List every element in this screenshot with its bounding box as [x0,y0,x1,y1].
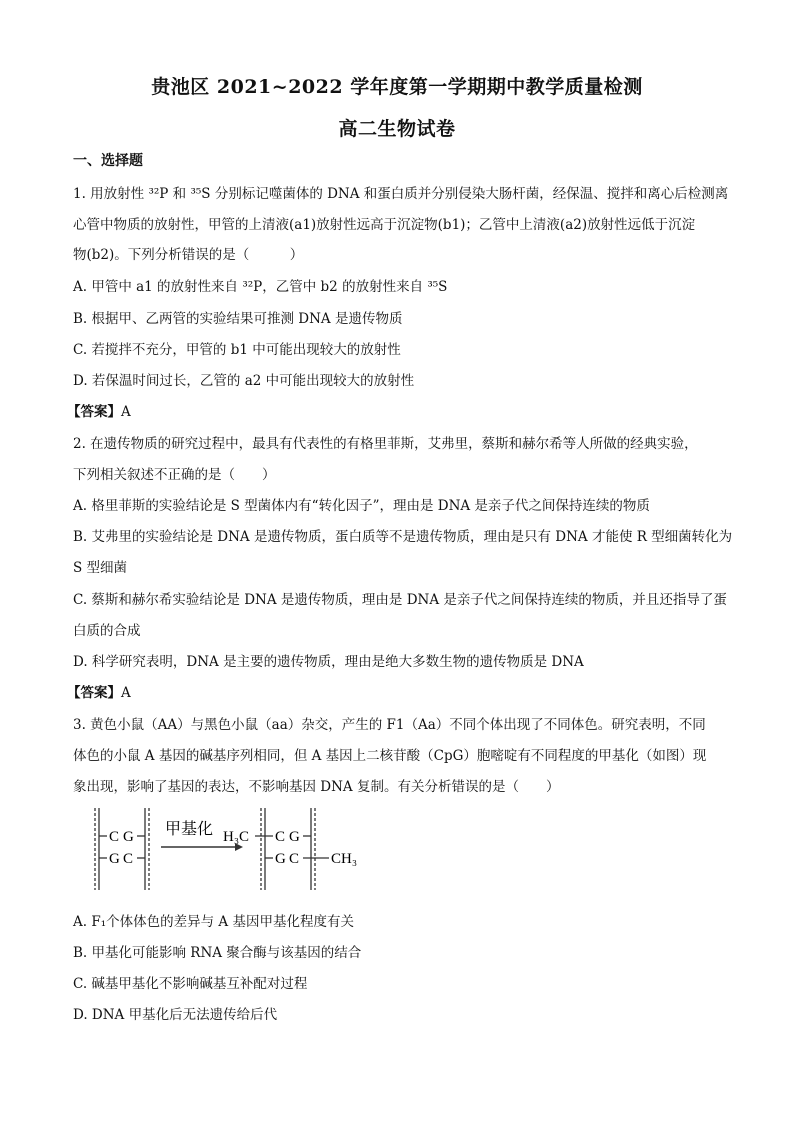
q1-stem-line3: 物(b2)。下列分析错误的是（ ） [73,247,304,263]
q1-option-a: A. 甲管中 a1 的放射性来自 ³²P，乙管中 b2 的放射性来自 ³⁵S [73,279,448,295]
base-g-right-bottom: G [275,851,286,867]
answer-value: A [121,685,131,701]
base-c-right-top: C [275,829,286,845]
q1-stem-line2: 心管中物质的放射性，甲管的上清液(a1)放射性远高于沉淀物(b1)；乙管中上清液(a2)放射性远低于沉淀 [73,217,696,233]
q3-option-b: B. 甲基化可能影响 RNA 聚合酶与该基因的结合 [73,945,362,961]
q1-answer [67,400,131,420]
exam-title: 贵池区 2021~2022 学年度第一学期期中教学质量检测 [151,76,643,98]
answer-label: 【答案】 [67,404,121,420]
methyl-ch3: CH₃ [331,851,358,867]
q2-answer [67,681,131,701]
exam-subtitle: 高二生物试卷 [338,118,456,140]
q2-option-c-line2: 白质的合成 [73,623,141,639]
q2-stem-line2: 下列相关叙述不正确的是（ ） [73,467,276,483]
q3-stem-line2: 体色的小鼠 A 基因的碱基序列相同，但 A 基因上二核苷酸（CpG）胞嘧啶有不同程度的甲基化（如图）现 [73,748,707,764]
arrow-label: 甲基化 [165,821,214,838]
q2-option-d: D. 科学研究表明，DNA 是主要的遗传物质，理由是绝大多数生物的遗传物质是 DNA [73,654,584,670]
q2-stem-line1: 2. 在遗传物质的研究过程中，最具有代表性的有格里菲斯，艾弗里，蔡斯和赫尔希等人所做的经典实验， [73,436,698,452]
base-g-left-top: G [123,829,134,845]
q3-option-d: D. DNA 甲基化后无法遗传给后代 [73,1007,278,1023]
answer-label: 【答案】 [67,685,121,701]
q1-option-d: D. 若保温时间过长，乙管的 a2 中可能出现较大的放射性 [73,373,415,389]
base-g-left-bottom: G [109,851,120,867]
q3-option-c: C. 碱基甲基化不影响碱基互补配对过程 [73,976,308,992]
section-heading: 一、选择题 [73,153,143,169]
methylation-diagram [85,800,375,895]
q1-option-c: C. 若搅拌不充分，甲管的 b1 中可能出现较大的放射性 [73,342,401,358]
base-c-left-bottom: C [123,851,134,867]
q2-option-b-line2: S 型细菌 [73,560,128,576]
q2-option-c-line1: C. 蔡斯和赫尔希实验结论是 DNA 是遗传物质，理由是 DNA 是亲子代之间保持连续的物质，并且还指导了蛋 [73,592,727,608]
base-c-right-bottom: C [289,851,300,867]
base-g-right-top: G [289,829,300,845]
q1-option-b: B. 根据甲、乙两管的实验结果可推测 DNA 是遗传物质 [73,311,403,327]
q1-stem-line1: 1. 用放射性 ³²P 和 ³⁵S 分别标记噬菌体的 DNA 和蛋白质并分别侵染大肠杆菌，经保温、搅拌和离心后检测离 [73,186,729,202]
q3-stem-line3: 象出现，影响了基因的表达，不影响基因 DNA 复制。有关分析错误的是（ ） [73,779,560,795]
q3-option-a: A. F₁个体体色的差异与 A 基因甲基化程度有关 [73,914,354,930]
q3-stem-line1: 3. 黄色小鼠（AA）与黑色小鼠（aa）杂交，产生的 F1（Aa）不同个体出现了不同体色。研究表明，不同 [73,717,706,733]
methyl-h3c: H₃C [223,829,250,845]
q2-option-a: A. 格里菲斯的实验结论是 S 型菌体内有“转化因子”，理由是 DNA 是亲子代之间保持连续的物质 [73,498,650,514]
answer-value: A [121,404,131,420]
base-c-left-top: C [109,829,120,845]
q2-option-b-line1: B. 艾弗里的实验结论是 DNA 是遗传物质，蛋白质等不是遗传物质，理由是只有 DNA 才能使 R 型细菌转化为 [73,529,733,545]
